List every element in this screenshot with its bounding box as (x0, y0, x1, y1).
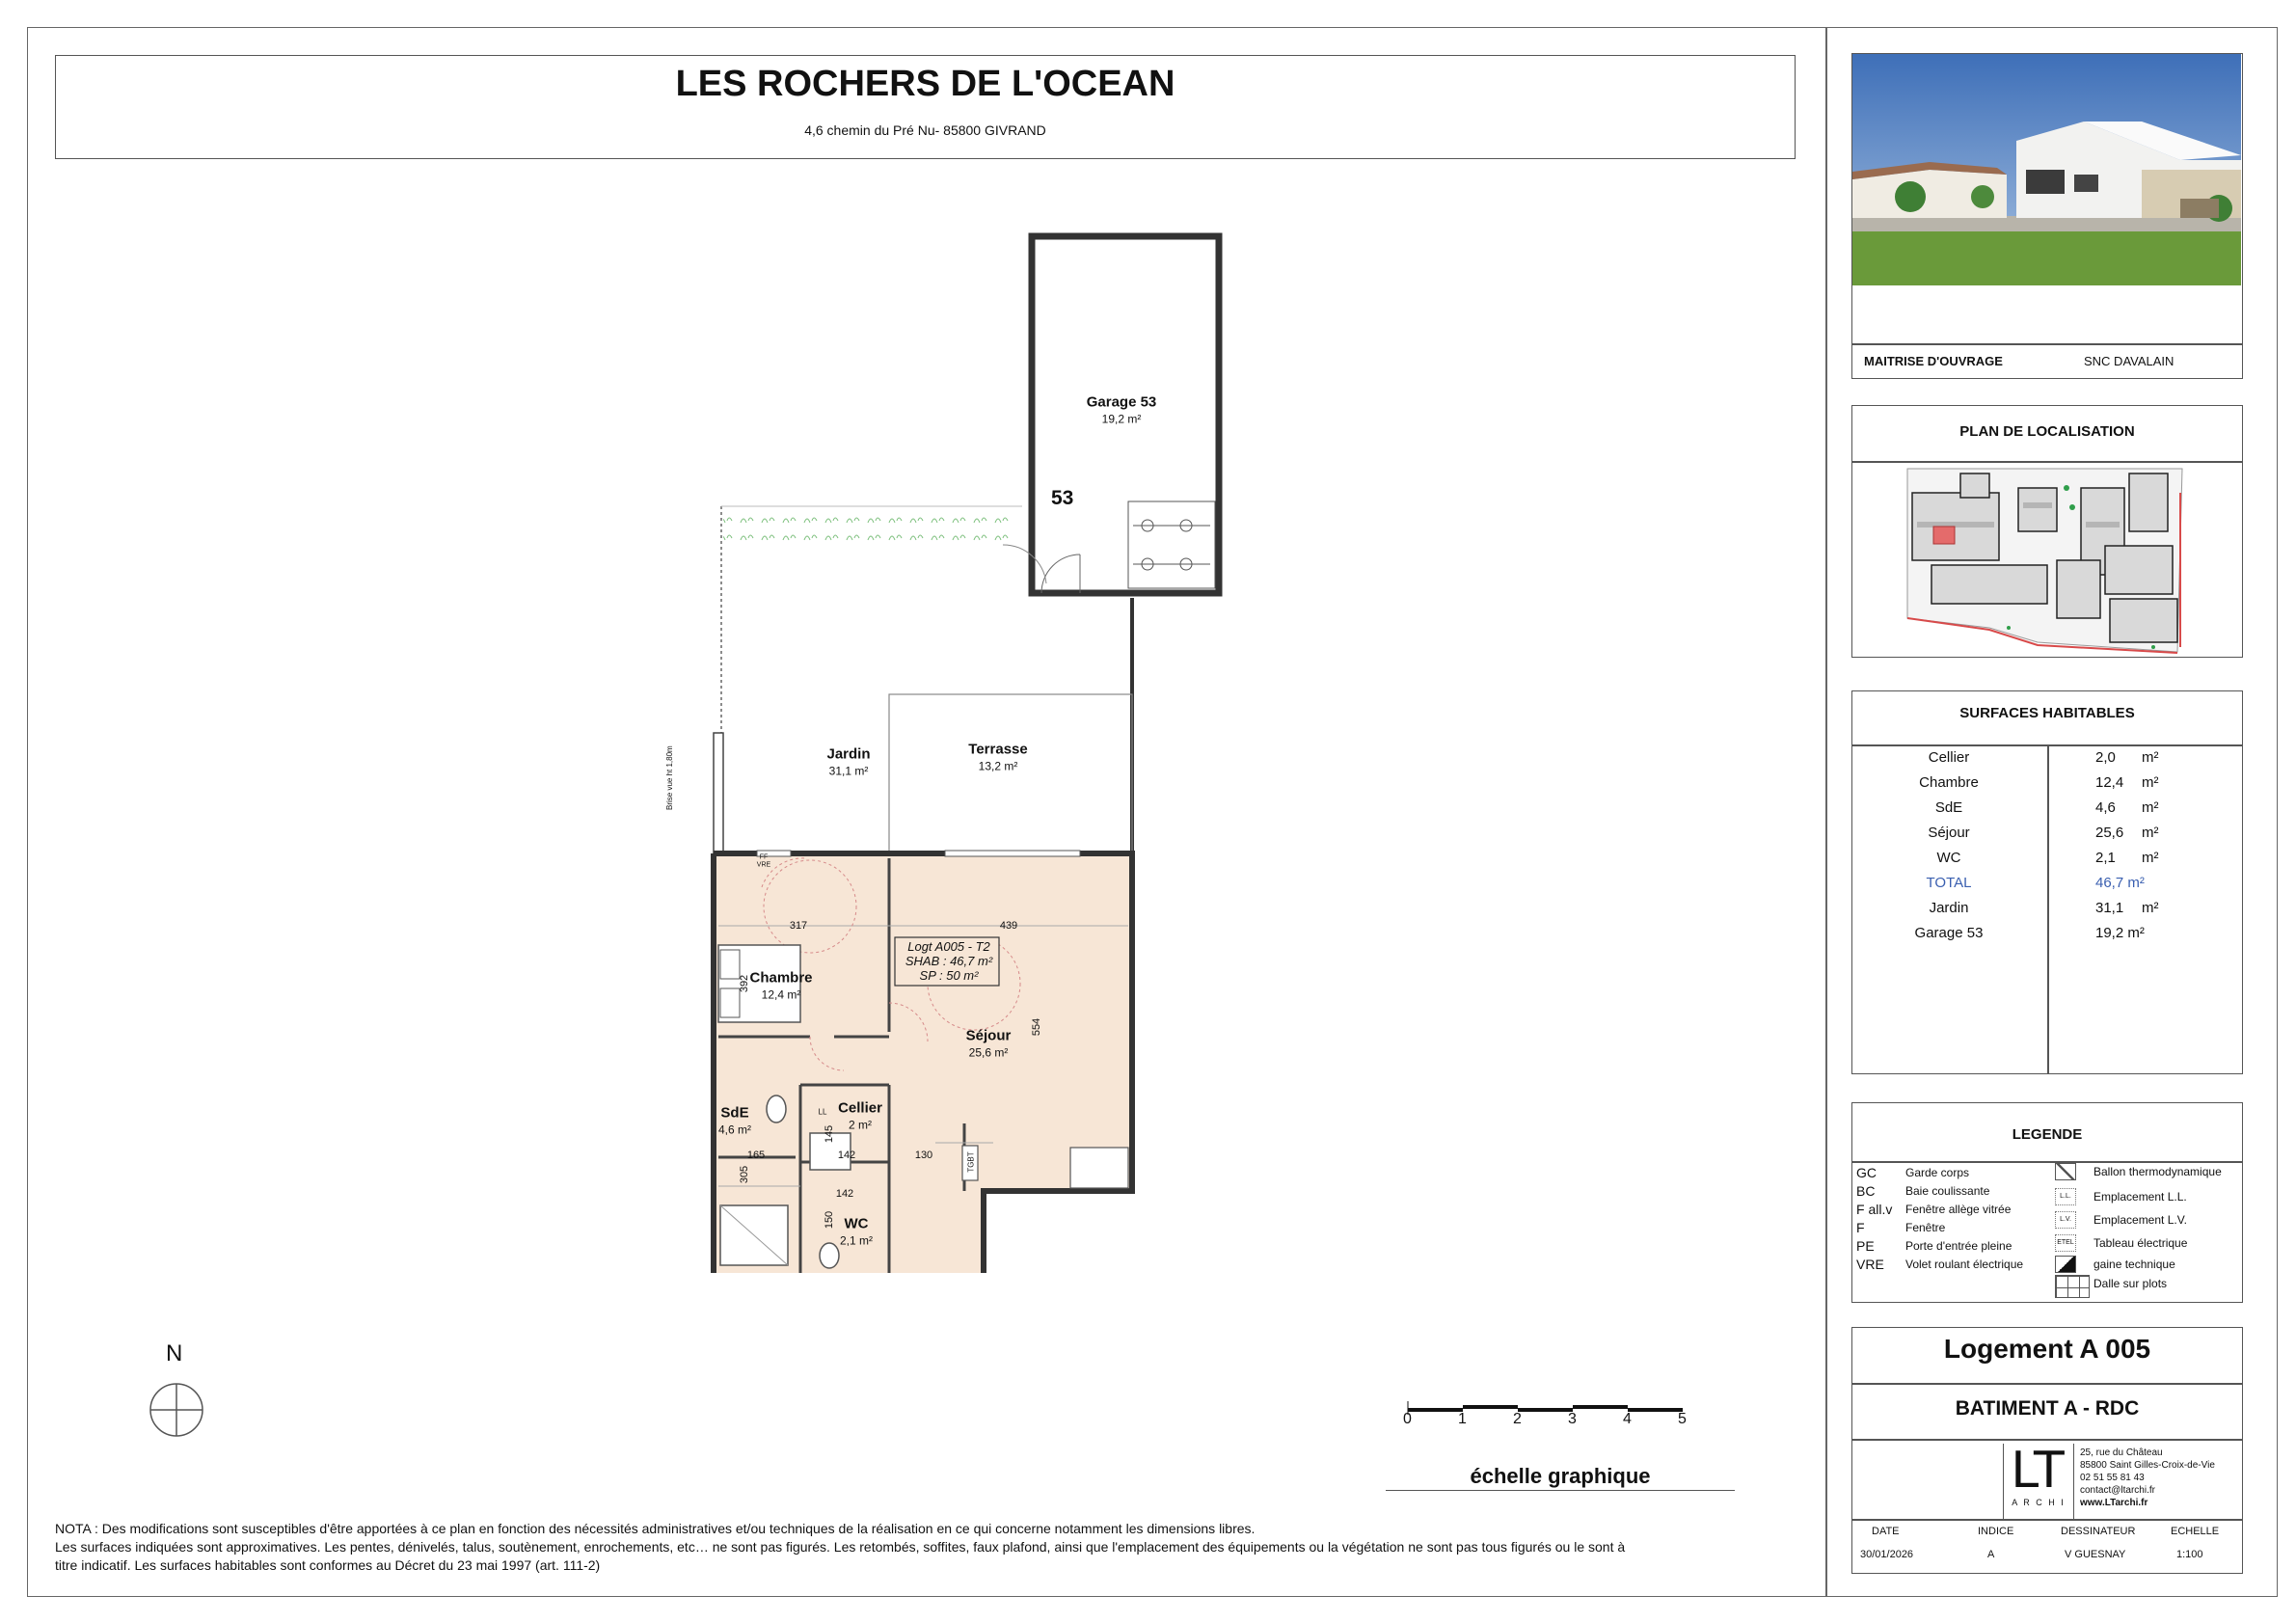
legend-symbol-label: Dalle sur plots (2093, 1277, 2168, 1290)
sde-label (718, 1105, 751, 1137)
cartouche-date: 30/01/2026 (1860, 1549, 1914, 1560)
unit-info-line3: SP : 50 m² (919, 968, 979, 983)
note-line3: titre indicatif. Les surfaces habitables sont conformes au Décret du 23 mai 1997 (art. 111-2) (55, 1557, 601, 1573)
legend-label: Volet roulant électrique (1905, 1258, 2024, 1271)
legend-symbol-tag: ETEL (2057, 1239, 2074, 1246)
terrasse-area: 13,2 m² (978, 759, 1018, 773)
architect-web: www.LTarchi.fr (2080, 1498, 2148, 1508)
surface-row-unit: m² (2142, 900, 2159, 916)
dim-cellier-width: 142 (837, 1150, 856, 1161)
note-line2: Les surfaces indiquées sont approximatives. Les pentes, dénivelés, talus, soutènement, enrochements, etc… ne sont pas figurés. Les retombés, soffites, faux plafond, ainsi que l'emplacement des équipements ou la végétation ne sont pas tous figurés ou le sont à (55, 1539, 1626, 1555)
location-title-divider (1852, 461, 2242, 463)
legend-title-divider (1852, 1161, 2242, 1163)
kitchen-counter (1070, 1148, 1128, 1188)
wc-name: WC (844, 1215, 869, 1232)
jardin-name: Jardin (826, 745, 871, 763)
owner-value: SNC DAVALAIN (2084, 354, 2174, 368)
graphic-scale (1398, 1393, 1688, 1432)
building-rendering-image (1852, 54, 2241, 285)
scale-tick-label: 4 (1623, 1411, 1632, 1427)
scale-tick-label: 1 (1458, 1411, 1467, 1427)
location-plan-box (1851, 405, 2243, 658)
legend-symbol-tag: L.L. (2060, 1193, 2071, 1200)
dim-chambre-depth: 392 (739, 974, 750, 993)
architect-email: contact@ltarchi.fr (2080, 1485, 2155, 1496)
legend-label: Porte d'entrée pleine (1905, 1239, 2012, 1253)
hedge-label: Brise vue ht 1,80m (665, 745, 674, 810)
chambre-area: 12,4 m² (761, 987, 801, 1002)
location-plan-title: PLAN DE LOCALISATION (1959, 423, 2135, 440)
surface-row-value: 31,1 (2095, 900, 2124, 916)
chambre-label (749, 970, 812, 1002)
legend-symbol-label: Emplacement L.V. (2093, 1213, 2187, 1227)
architect-logo-mark: LT (2011, 1442, 2066, 1500)
legend-label: Baie coulissante (1905, 1184, 1990, 1198)
legend-symbol-label: Ballon thermodynamique (2093, 1165, 2222, 1178)
cartouche-header-indice: INDICE (1978, 1526, 2014, 1537)
dim-cellier-depth: 145 (824, 1124, 835, 1144)
surface-row-value: 19,2 m² (2095, 925, 2145, 941)
surface-row-value: 12,4 (2095, 774, 2124, 791)
legend-code: GC (1856, 1165, 1877, 1180)
cartouche-scale: 1:100 (2176, 1549, 2203, 1560)
terrace-outline (889, 694, 1132, 853)
legend-symbol-label: Tableau électrique (2093, 1236, 2188, 1250)
rendering-box (1851, 53, 2243, 379)
cellier-label (838, 1100, 882, 1132)
location-map (1903, 464, 2192, 657)
surfaces-col-divider (2047, 744, 2049, 1073)
sejour-label (966, 1028, 1012, 1060)
dim-wc-depth: 150 (824, 1210, 835, 1230)
surfaces-table (1851, 690, 2243, 1074)
dishwasher-icon (2055, 1211, 2076, 1229)
architect-address1: 25, rue du Château (2080, 1447, 2163, 1458)
scale-tick-label: 3 (1568, 1411, 1577, 1427)
dim-sejour-depth: 554 (1031, 1017, 1042, 1037)
cellier-area: 2 m² (848, 1118, 872, 1132)
unit-info-line2: SHAB : 46,7 m² (905, 954, 993, 968)
owner-label: MAITRISE D'OUVRAGE (1864, 354, 2003, 368)
wc-label (840, 1216, 873, 1248)
surface-row-name: TOTAL (1926, 875, 1972, 891)
note-line1: NOTA : Des modifications sont susceptibles d'être apportées à ce plan en fonction des nécessités administratives et/ou techniques de la réalisation en ce qui concerne notamment les dimensions libres. (55, 1521, 1256, 1536)
surface-row-value: 46,7 m² (2095, 875, 2145, 891)
surface-row-value: 25,6 (2095, 825, 2124, 841)
dim-sde-width: 165 (746, 1150, 766, 1161)
north-arrow-icon (143, 1376, 210, 1444)
architect-logo-sub: A R C H I (2012, 1498, 2066, 1507)
project-title: LES ROCHERS DE L'OCEAN (675, 64, 1175, 104)
cartouche-divider (1852, 1519, 2242, 1521)
unit-info-text (897, 939, 1001, 983)
tag-vre: VRE (756, 861, 771, 869)
architect-logo (2003, 1444, 2074, 1519)
legend-code: F (1856, 1220, 1865, 1235)
terrasse-name: Terrasse (968, 741, 1028, 758)
surface-row-value: 2,1 (2095, 850, 2116, 866)
header-box (55, 55, 1796, 159)
building-divider (1852, 1439, 2242, 1441)
surface-row-unit: m² (2142, 774, 2159, 791)
sde-name: SdE (720, 1104, 749, 1122)
project-address: 4,6 chemin du Pré Nu- 85800 GIVRAND (804, 122, 1046, 138)
tag-ff: FF (759, 853, 769, 861)
washing-machine-icon (2055, 1188, 2076, 1205)
legend-symbol-label: gaine technique (2093, 1258, 2175, 1271)
scale-segment (1518, 1408, 1573, 1412)
water-heater-icon (2055, 1163, 2076, 1180)
tag-ll: LL (818, 1107, 827, 1117)
dim-chambre-width: 317 (789, 920, 808, 932)
surface-row-name: Cellier (1928, 749, 1970, 766)
legend-code: PE (1856, 1238, 1875, 1254)
legend-code: BC (1856, 1183, 1876, 1199)
chambre-name: Chambre (749, 969, 813, 987)
cartouche-box (1851, 1327, 2243, 1574)
cartouche-designer: V GUESNAY (2065, 1549, 2126, 1560)
surface-row-unit: m² (2142, 799, 2159, 816)
scale-segment (1408, 1408, 1463, 1412)
legend-title: LEGENDE (2012, 1126, 2083, 1143)
technical-duct-icon (2055, 1256, 2076, 1273)
legend-box (1851, 1102, 2243, 1303)
architect-address2: 85800 Saint Gilles-Croix-de-Vie (2080, 1460, 2215, 1471)
dim-sde-depth: 305 (739, 1165, 750, 1184)
toilet-icon (820, 1243, 839, 1268)
legend-symbol-tag: L.V. (2060, 1216, 2071, 1223)
unit-divider (1852, 1383, 2242, 1385)
cartouche-header-date: DATE (1872, 1526, 1900, 1537)
scale-tick-label: 2 (1513, 1411, 1522, 1427)
cartouche-header-designer: DESSINATEUR (2061, 1526, 2136, 1537)
unit-name: Logement A 005 (1943, 1334, 2151, 1364)
building-name: BATIMENT A - RDC (1955, 1397, 2140, 1420)
scale-segment (1463, 1405, 1518, 1409)
architect-details (2080, 1447, 2215, 1509)
cartouche-header-scale: ECHELLE (2171, 1526, 2220, 1537)
electric-panel-icon (2055, 1234, 2076, 1252)
dim-hall-width: 130 (914, 1150, 933, 1161)
jardin-area: 31,1 m² (828, 764, 869, 778)
surface-row-name: Jardin (1929, 900, 1969, 916)
garage-label (1087, 394, 1157, 426)
sejour-area: 25,6 m² (968, 1045, 1009, 1060)
surfaces-title: SURFACES HABITABLES (1959, 705, 2135, 721)
jardin-label (826, 746, 870, 778)
wc-area: 2,1 m² (839, 1233, 874, 1248)
sejour-name: Séjour (965, 1027, 1012, 1044)
legend-label: Fenêtre (1905, 1221, 1946, 1234)
garage-area: 19,2 m² (1101, 412, 1142, 426)
legend-label: Garde corps (1905, 1166, 1970, 1179)
scale-segment (1573, 1405, 1628, 1409)
sink-icon (767, 1096, 786, 1123)
surface-row-name: SdE (1934, 799, 1963, 816)
terrasse-label (968, 742, 1027, 773)
surface-row-value: 2,0 (2095, 749, 2116, 766)
slab-grid-icon (2055, 1275, 2090, 1298)
scale-label: échelle graphique (1470, 1464, 1651, 1488)
surface-row-name: Chambre (1919, 774, 1979, 791)
legend-code: VRE (1856, 1257, 1884, 1272)
north-label: N (166, 1340, 183, 1366)
garage-name: Garage 53 (1086, 393, 1157, 411)
dim-wc-width: 142 (835, 1188, 854, 1200)
surface-row-unit: m² (2142, 850, 2159, 866)
surface-row-value: 4,6 (2095, 799, 2116, 816)
scale-segment (1628, 1408, 1683, 1412)
sde-area: 4,6 m² (717, 1123, 752, 1137)
unit-info-line1: Logt A005 - T2 (907, 939, 990, 954)
scale-underline (1386, 1490, 1735, 1491)
surface-row-name: Garage 53 (1914, 925, 1984, 941)
scale-tick-label: 0 (1403, 1411, 1412, 1427)
architect-phone: 02 51 55 81 43 (2080, 1473, 2145, 1483)
dim-sejour-width: 439 (999, 920, 1018, 932)
sheet-divider (1825, 27, 1827, 1597)
cartouche-indice: A (1987, 1549, 1995, 1560)
legend-symbol-label: Emplacement L.L. (2093, 1190, 2187, 1204)
scale-tick-label: 5 (1678, 1411, 1687, 1427)
surface-row-unit: m² (2142, 825, 2159, 841)
surface-row-unit: m² (2142, 749, 2159, 766)
legend-label: Fenêtre allège vitrée (1905, 1203, 2012, 1216)
garage-number: 53 (1051, 487, 1074, 509)
surface-row-name: Séjour (1928, 825, 1970, 841)
cellier-name: Cellier (838, 1099, 882, 1117)
legend-code: F all.v (1856, 1202, 1893, 1217)
tag-tgbt: TGBT (966, 1151, 976, 1173)
rendering-divider (1852, 343, 2242, 345)
surface-row-name: WC (1936, 850, 1961, 866)
footer-note (55, 1520, 1810, 1575)
